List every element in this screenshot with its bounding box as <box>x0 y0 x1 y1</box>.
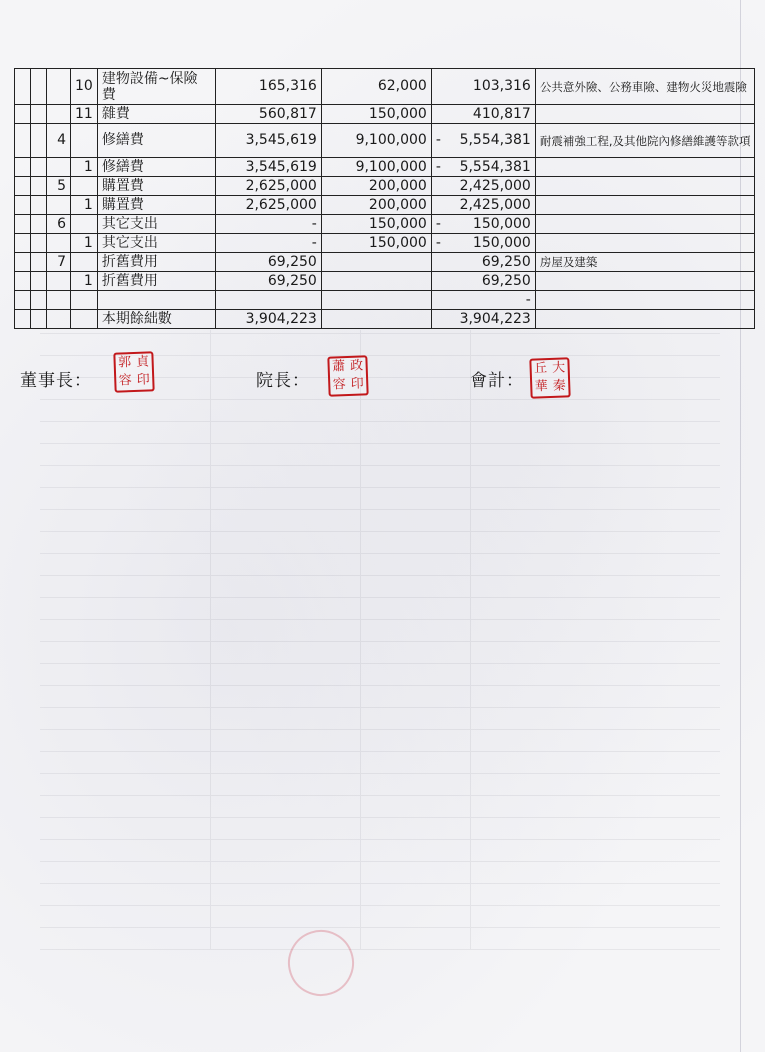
item-name: 購置費 <box>97 177 215 196</box>
item-name: 雜費 <box>97 105 215 124</box>
item-name: 購置費 <box>97 196 215 215</box>
chairman-seal: 郭 貞 容 印 <box>113 351 154 392</box>
indent-cell <box>15 253 31 272</box>
indent-cell <box>31 124 47 158</box>
item-name: 其它支出 <box>97 215 215 234</box>
level-cell <box>47 272 71 291</box>
subitem-number: 1 <box>71 158 98 177</box>
budget-amount: 69,250 <box>215 272 321 291</box>
indent-cell <box>15 291 31 310</box>
table-row <box>15 291 755 310</box>
subitem-number <box>71 310 98 329</box>
budget-amount: 2,625,000 <box>215 196 321 215</box>
item-name: 修繕費 <box>97 124 215 158</box>
item-name: 折舊費用 <box>97 272 215 291</box>
indent-cell <box>31 105 47 124</box>
director-label: 院長： <box>256 371 310 391</box>
indent-cell <box>15 158 31 177</box>
difference-amount <box>431 69 535 105</box>
difference-value: 5,554,381 <box>459 158 531 175</box>
difference-value: 103,316 <box>472 78 531 94</box>
subitem-number: 10 <box>71 69 98 105</box>
table-row <box>15 69 755 105</box>
table-row <box>15 158 755 177</box>
budget-amount <box>215 291 321 310</box>
level-cell <box>47 196 71 215</box>
remark <box>535 105 755 124</box>
actual-amount: 150,000 <box>321 105 431 124</box>
indent-cell <box>15 69 31 105</box>
chairman-label: 董事長： <box>20 371 92 391</box>
budget-amount: 560,817 <box>215 105 321 124</box>
indent-cell <box>15 105 31 124</box>
subitem-number: 1 <box>71 196 98 215</box>
actual-amount <box>321 291 431 310</box>
difference-amount <box>431 234 535 253</box>
level-cell: 6 <box>47 215 71 234</box>
item-name-text: 建物設備~保險費 <box>101 70 198 103</box>
subitem-number <box>71 124 98 158</box>
difference-amount <box>431 105 535 124</box>
level-cell <box>47 234 71 253</box>
subitem-number: 1 <box>71 272 98 291</box>
subitem-number <box>71 291 98 310</box>
indent-cell <box>15 124 31 158</box>
table-row <box>15 196 755 215</box>
indent-cell <box>31 234 47 253</box>
actual-amount <box>321 310 431 329</box>
difference-sign: - <box>435 132 441 148</box>
table-row <box>15 253 755 272</box>
level-cell <box>47 69 71 105</box>
indent-cell <box>15 196 31 215</box>
actual-amount <box>321 272 431 291</box>
director-seal: 蕭 政 容 印 <box>327 355 368 396</box>
indent-cell <box>31 215 47 234</box>
remark <box>535 291 755 310</box>
budget-amount: 165,316 <box>215 69 321 105</box>
difference-sign: - <box>435 215 441 232</box>
difference-value: 2,425,000 <box>459 177 531 194</box>
difference-amount <box>431 253 535 272</box>
budget-amount: - <box>215 215 321 234</box>
difference-sign: - <box>435 158 441 175</box>
budget-amount: 3,545,619 <box>215 124 321 158</box>
actual-amount: 9,100,000 <box>321 124 431 158</box>
actual-amount: 62,000 <box>321 69 431 105</box>
indent-cell <box>31 177 47 196</box>
actual-amount: 200,000 <box>321 177 431 196</box>
indent-cell <box>31 253 47 272</box>
subitem-number <box>71 177 98 196</box>
level-cell <box>47 291 71 310</box>
difference-value: 5,554,381 <box>459 132 531 148</box>
table-row <box>15 310 755 329</box>
difference-value: 150,000 <box>472 234 531 251</box>
actual-amount <box>321 253 431 272</box>
difference-amount <box>431 177 535 196</box>
difference-amount <box>431 196 535 215</box>
indent-cell <box>31 291 47 310</box>
subitem-number: 11 <box>71 105 98 124</box>
difference-amount <box>431 158 535 177</box>
difference-value: 3,904,223 <box>459 310 531 327</box>
item-name: 本期餘絀數 <box>97 310 215 329</box>
remark <box>535 177 755 196</box>
item-name: 折舊費用 <box>97 253 215 272</box>
indent-cell <box>31 272 47 291</box>
item-name <box>97 291 215 310</box>
indent-cell <box>31 196 47 215</box>
difference-amount <box>431 272 535 291</box>
item-name <box>97 69 215 105</box>
budget-amount: 69,250 <box>215 253 321 272</box>
difference-value: 150,000 <box>472 215 531 232</box>
indent-cell <box>15 215 31 234</box>
actual-amount: 200,000 <box>321 196 431 215</box>
subitem-number: 1 <box>71 234 98 253</box>
remark <box>535 272 755 291</box>
remark: 公共意外險、公務車險、建物火災地震險 <box>535 69 755 105</box>
level-cell: 5 <box>47 177 71 196</box>
remark <box>535 215 755 234</box>
actual-amount: 150,000 <box>321 215 431 234</box>
indent-cell <box>31 69 47 105</box>
difference-value: - <box>525 291 531 308</box>
accountant-label: 會計： <box>470 371 524 391</box>
budget-amount: 3,904,223 <box>215 310 321 329</box>
indent-cell <box>15 310 31 329</box>
subitem-number <box>71 215 98 234</box>
item-name: 修繕費 <box>97 158 215 177</box>
level-cell <box>47 105 71 124</box>
actual-amount: 150,000 <box>321 234 431 253</box>
table-row <box>15 272 755 291</box>
indent-cell <box>15 234 31 253</box>
level-cell <box>47 310 71 329</box>
difference-value: 69,250 <box>481 272 531 289</box>
remark <box>535 196 755 215</box>
remark: 耐震補強工程,及其他院內修繕維護等款項 <box>535 124 755 158</box>
table-row <box>15 105 755 124</box>
expense-table <box>14 68 755 329</box>
difference-value: 69,250 <box>481 253 531 270</box>
difference-amount <box>431 310 535 329</box>
actual-amount: 9,100,000 <box>321 158 431 177</box>
budget-amount: 2,625,000 <box>215 177 321 196</box>
indent-cell <box>15 272 31 291</box>
remark <box>535 310 755 329</box>
table-row <box>15 215 755 234</box>
table-row <box>15 234 755 253</box>
table-row <box>15 124 755 158</box>
difference-value: 2,425,000 <box>459 196 531 213</box>
level-cell: 4 <box>47 124 71 158</box>
level-cell: 7 <box>47 253 71 272</box>
remark: 房屋及建築 <box>535 253 755 272</box>
budget-amount: - <box>215 234 321 253</box>
indent-cell <box>31 158 47 177</box>
difference-value: 410,817 <box>472 105 531 122</box>
indent-cell <box>15 177 31 196</box>
budget-amount: 3,545,619 <box>215 158 321 177</box>
table-row <box>15 177 755 196</box>
difference-sign: - <box>435 234 441 251</box>
signature-row <box>0 348 765 398</box>
difference-amount <box>431 124 535 158</box>
remark <box>535 158 755 177</box>
difference-amount <box>431 215 535 234</box>
item-name: 其它支出 <box>97 234 215 253</box>
remark <box>535 234 755 253</box>
difference-amount <box>431 291 535 310</box>
level-cell <box>47 158 71 177</box>
subitem-number <box>71 253 98 272</box>
accountant-seal: 丘 大 華 秦 <box>529 357 570 398</box>
indent-cell <box>31 310 47 329</box>
